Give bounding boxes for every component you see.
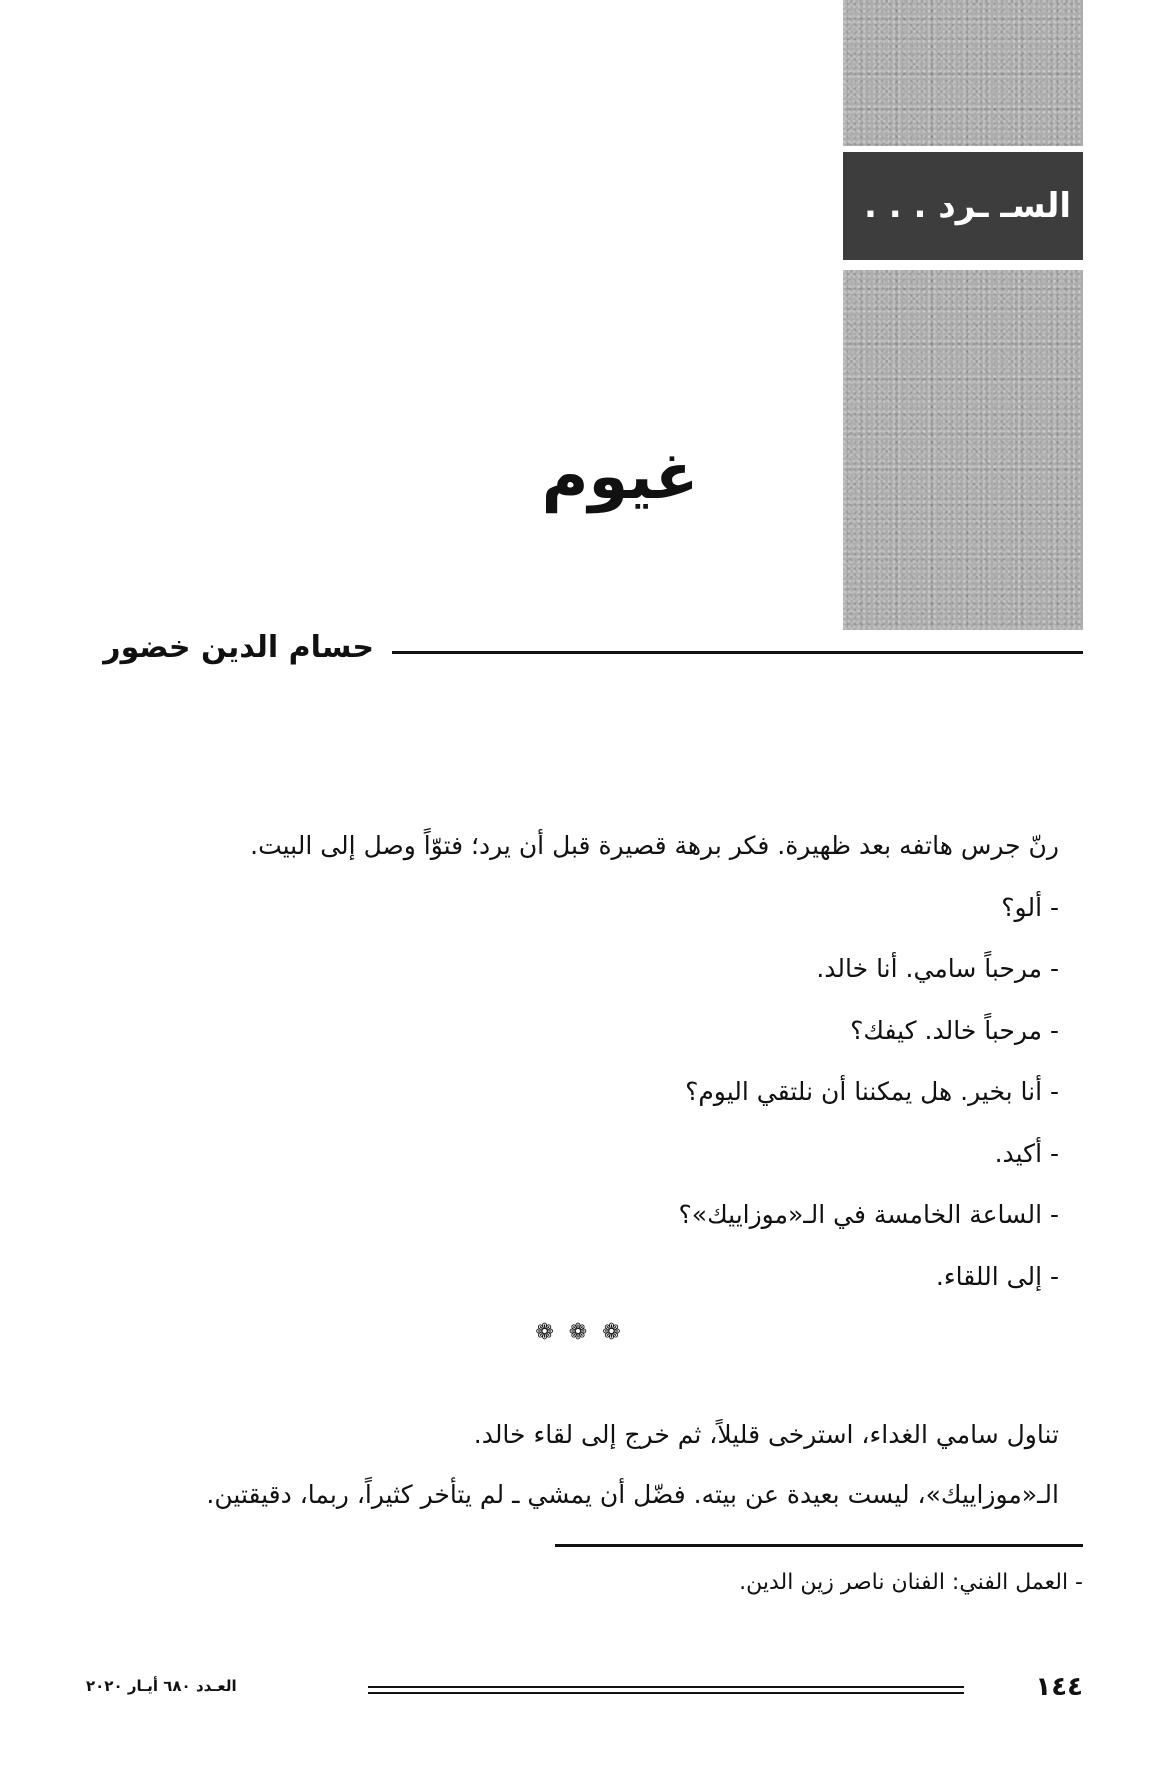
body-line: - الساعة الخامسة في الـ«موزاييك»؟: [678, 1200, 1059, 1229]
section-separator-ornament: ❁ ❁ ❁: [535, 1320, 625, 1345]
footnote-divider: [555, 1544, 1083, 1547]
article-title: غيوم: [541, 440, 699, 514]
body-line: - أكيد.: [994, 1138, 1059, 1168]
author-name: حسام الدين خضور: [103, 630, 374, 665]
decorative-gray-block-bottom: [843, 270, 1083, 630]
footer-divider: [368, 1686, 964, 1688]
body-line: - مرحباً سامي. أنا خالد.: [816, 954, 1059, 983]
article-body-continued: [159, 1405, 1059, 1525]
page-number: ١٤٤: [1035, 1672, 1083, 1702]
footnote: - العمل الفني: الفنان ناصر زين الدين.: [739, 1570, 1083, 1595]
body-line: - أنا بخير. هل يمكننا أن نلتقي اليوم؟: [685, 1077, 1059, 1106]
body-line: الـ«موزاييك»، ليست بعيدة عن بيته. فضّل أن يمشي ـ لم يتأخر كثيراً، ربما، دقيقتين.: [206, 1480, 1059, 1509]
body-line: - مرحباً خالد. كيفك؟: [850, 1015, 1059, 1045]
author-divider: [392, 651, 1083, 654]
body-line: - إلى اللقاء.: [935, 1261, 1059, 1291]
body-line: تناول سامي الغداء، استرخى قليلاً، ثم خرج إلى لقاء خالد.: [473, 1420, 1059, 1449]
section-header-band: [843, 152, 1083, 260]
article-body: [159, 815, 1059, 1307]
footer-divider: [368, 1692, 964, 1694]
issue-info: العـدد ٦٨٠ أيـار ٢٠٢٠: [86, 1677, 237, 1695]
body-line: رنّ جرس هاتفه بعد ظهيرة. فكر برهة قصيرة قبل أن يرد؛ فتوّاً وصل إلى البيت.: [250, 831, 1059, 860]
decorative-gray-block-top: [843, 0, 1083, 146]
section-label: السـ ـرد . . .: [864, 186, 1071, 226]
body-line: - ألو؟: [1001, 892, 1059, 922]
